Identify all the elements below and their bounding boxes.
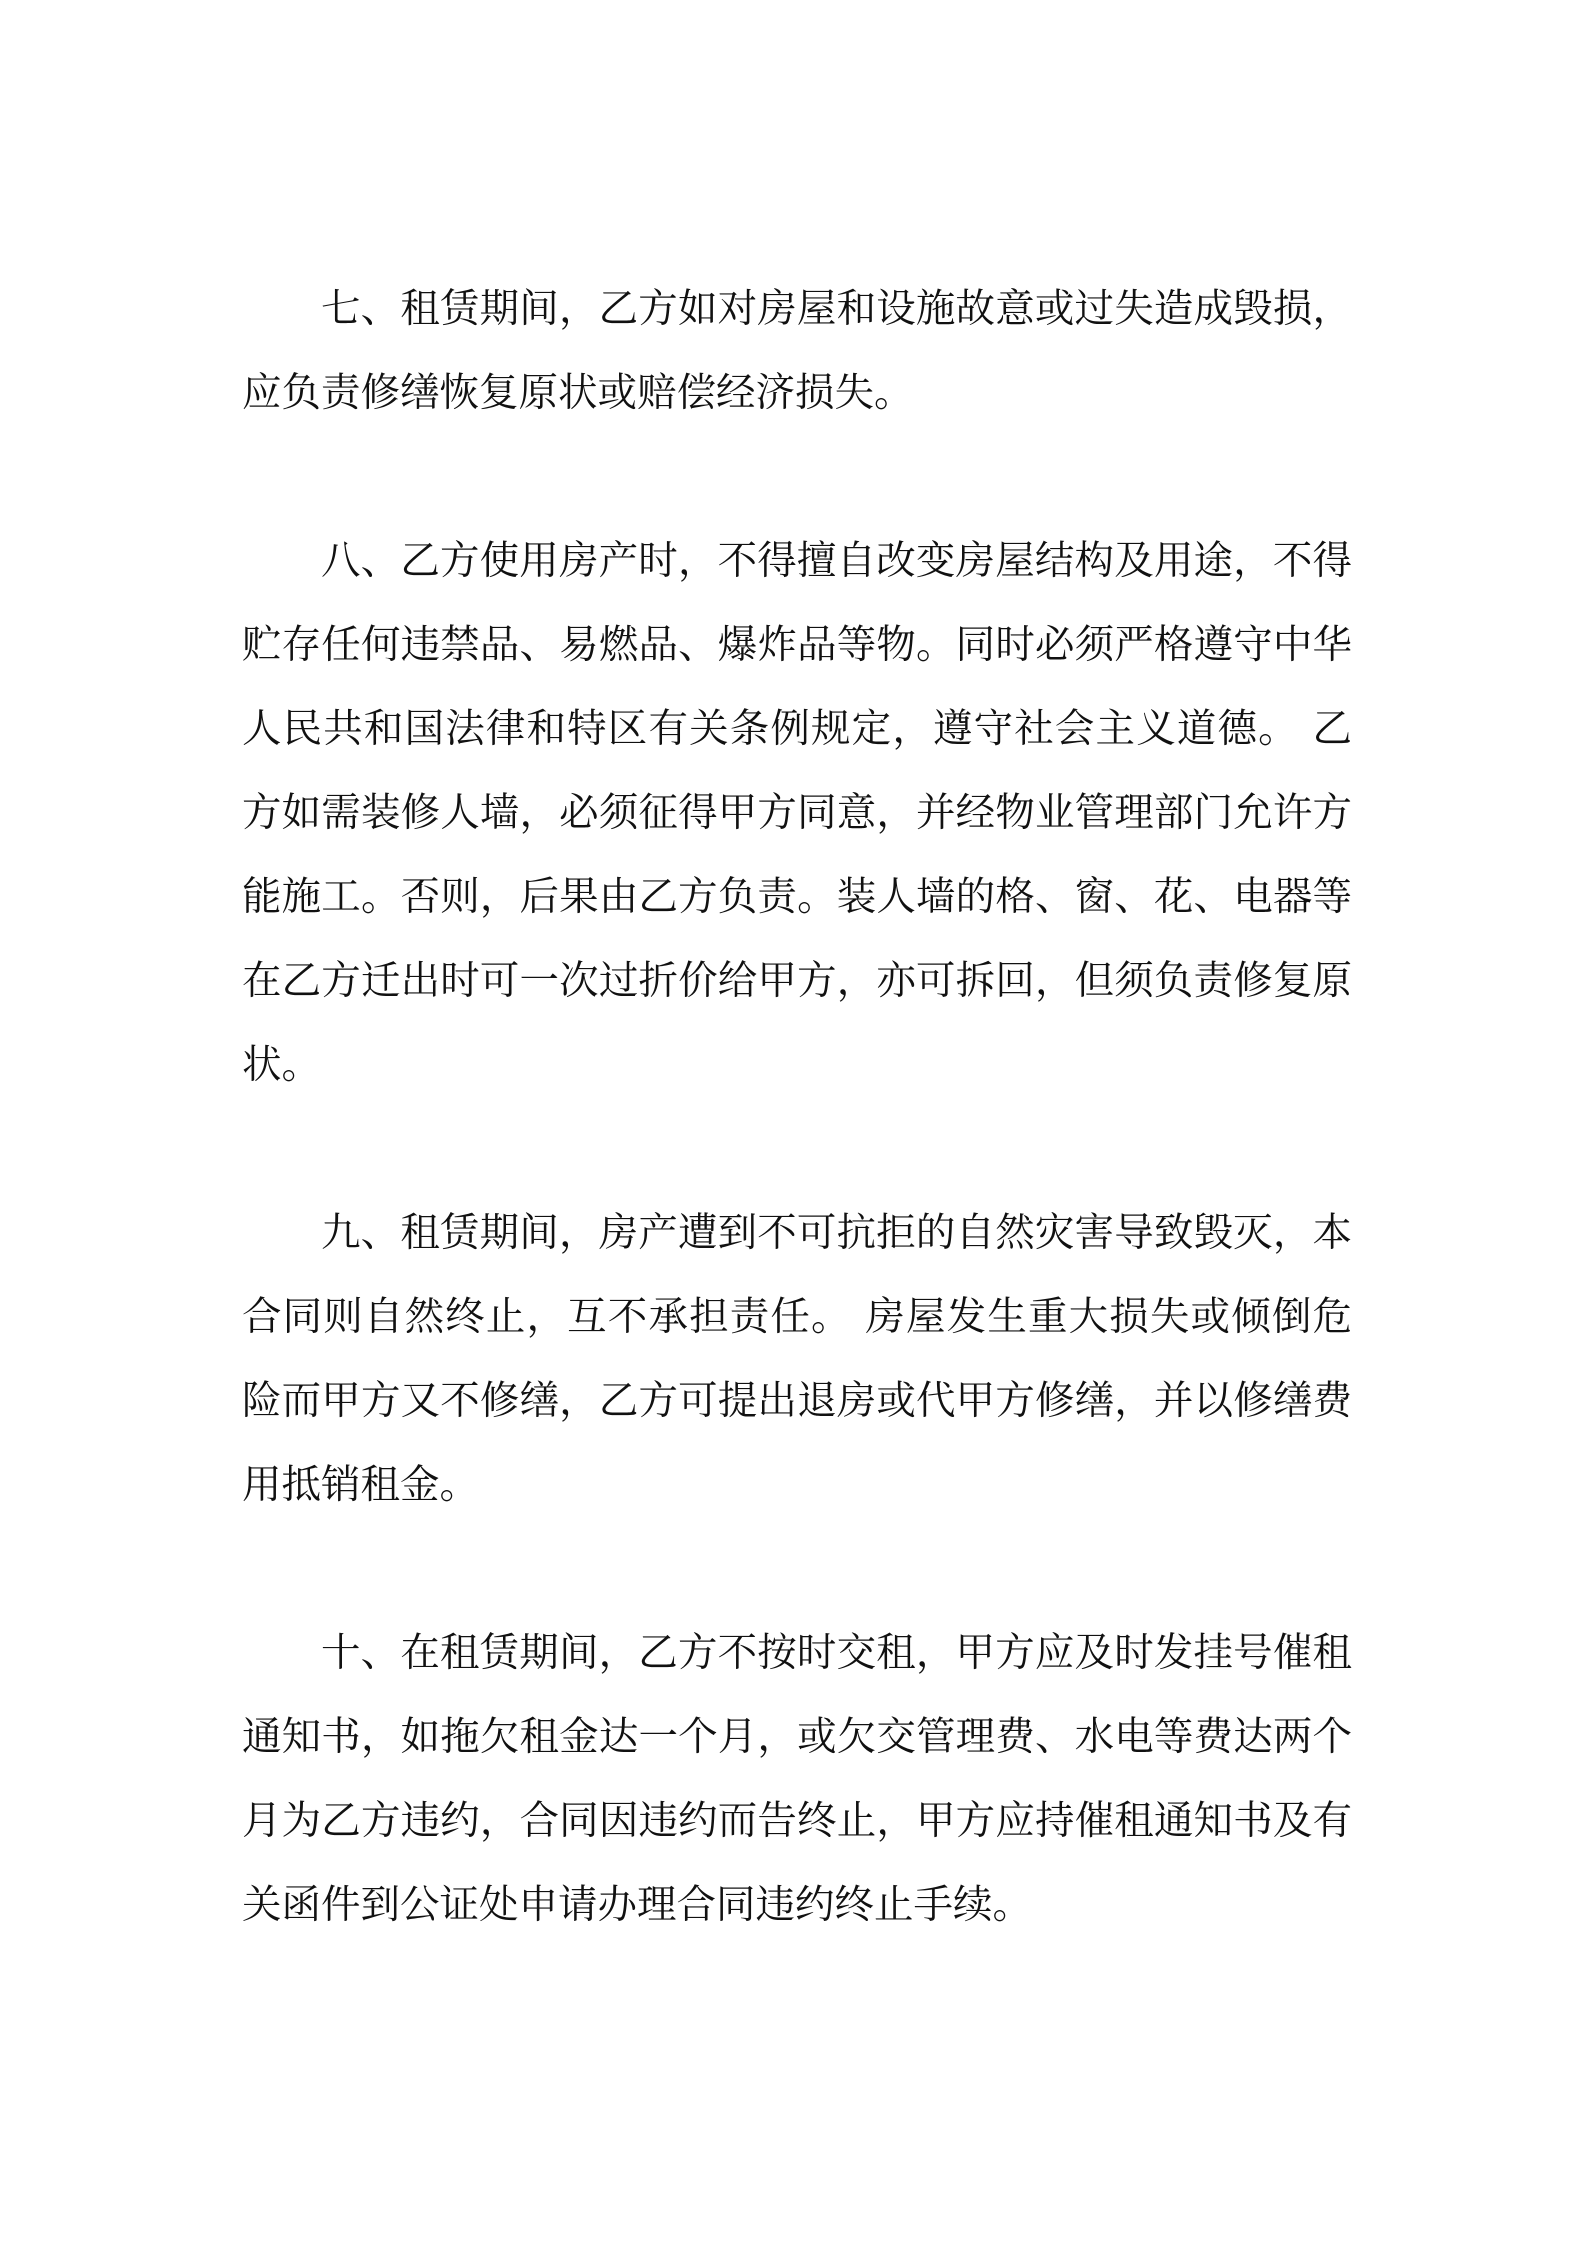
- clause-10: [242, 1611, 1352, 1947]
- clause-line: 七、租赁期间，乙方如对房屋和设施故意或过失造成毁损，: [321, 286, 1352, 332]
- clause-line: 贮存任何违禁品、易燃品、爆炸品等物。同时必须严格遵守中华: [242, 622, 1352, 668]
- clause-line: 险而甲方又不修缮，乙方可提出退房或代甲方修缮，并以修缮费: [242, 1378, 1352, 1424]
- clause-line: 八、乙方使用房产时，不得擅自改变房屋结构及用途，不得: [321, 538, 1352, 584]
- clause-line: 在乙方迁出时可一次过折价给甲方，亦可拆回，但须负责修复原: [242, 958, 1352, 1004]
- clause-line: 关函件到公证处申请办理合同违约终止手续。: [242, 1882, 1032, 1928]
- clause-9: [242, 1191, 1352, 1527]
- clause-line: 用抵销租金。: [242, 1462, 479, 1508]
- clause-line: 合同则自然终止，互不承担责任。 房屋发生重大损失或倾倒危: [242, 1294, 1352, 1340]
- clause-line: 应负责修缮恢复原状或赔偿经济损失。: [242, 370, 914, 416]
- clause-line: 通知书，如拖欠租金达一个月，或欠交管理费、水电等费达两个: [242, 1714, 1352, 1760]
- clause-line: 能施工。否则，后果由乙方负责。装人墙的格、窗、花、电器等: [242, 874, 1352, 920]
- clause-line: 月为乙方违约，合同因违约而告终止，甲方应持催租通知书及有: [242, 1798, 1352, 1844]
- clause-line: 十、在租赁期间，乙方不按时交租，甲方应及时发挂号催租: [321, 1630, 1352, 1676]
- clause-line: 方如需装修人墙，必须征得甲方同意，并经物业管理部门允许方: [242, 790, 1352, 836]
- document-body: [242, 267, 1352, 2031]
- clause-line: 九、租赁期间，房产遭到不可抗拒的自然灾害导致毁灭，本: [321, 1210, 1352, 1256]
- clause-line: 状。: [242, 1042, 321, 1088]
- clause-8: [242, 519, 1352, 1107]
- clause-7: [242, 267, 1352, 435]
- clause-line: 人民共和国法律和特区有关条例规定，遵守社会主义道德。 乙: [242, 706, 1352, 752]
